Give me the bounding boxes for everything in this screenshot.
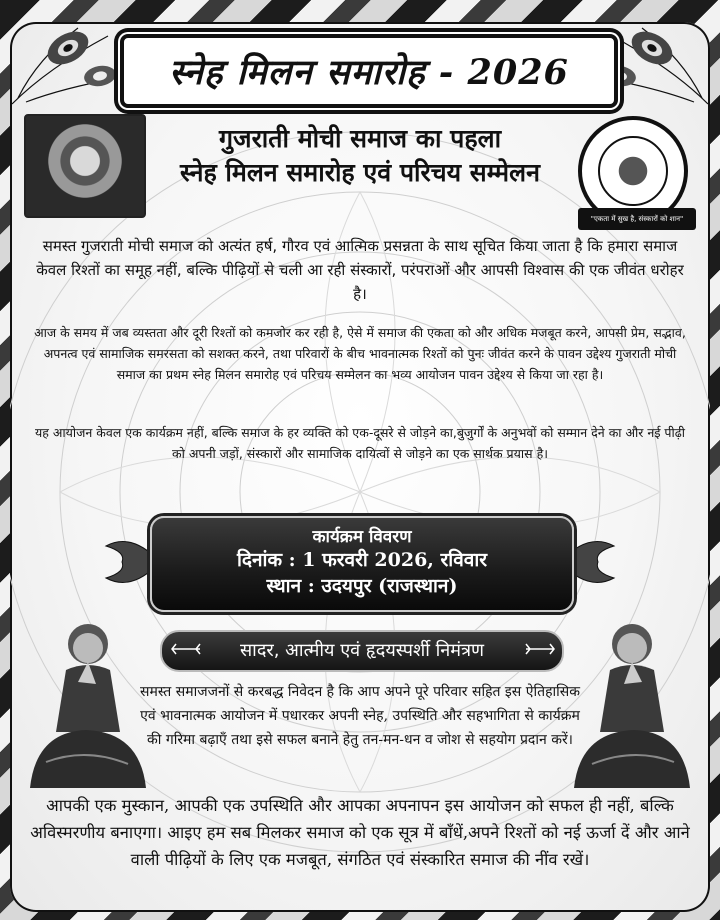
poster-title: स्नेह मिलन समारोह - 2026: [169, 51, 569, 93]
peacock-feather-icon: [10, 22, 123, 108]
event-date: दिनांक : 1 फरवरी 2026, रविवार: [236, 549, 488, 571]
title-banner: [120, 34, 618, 108]
meaning-paragraph: यह आयोजन केवल एक कार्यक्रम नहीं, बल्कि समाज के हर व्यक्ति को एक-दूसरे से जोड़ने का,बुजुर्गों के अनुभवों को सम्मान देने का और नई पीढ़ी को अपनी जड़ों, संस्कारों और सामाजिक दायित्वों से जोड़ने का एक सार्थक प्रयास है।: [34, 425, 686, 461]
logo-emblem: [598, 136, 668, 206]
invitation-ribbon: [160, 630, 564, 672]
logo-motto: "एकता में सुख है, संस्कारों को शान": [578, 208, 696, 230]
main-title-line-2: स्नेह मिलन समारोह एवं परिचय सम्मेलन: [180, 158, 540, 187]
arrow-ornament-icon: [170, 641, 204, 657]
event-main-title: [140, 122, 580, 190]
event-details-heading: कार्यक्रम विवरण: [312, 527, 412, 547]
invitation-request: समस्त समाजजनों से करबद्ध निवेदन है कि आप अपने पूरे परिवार सहित इस ऐतिहासिक एवं भावनात्मक आयोजन में पधारकर अपनी स्नेह, उपस्थिति और सहभागिता से कार्यक्रम की गरिमा बढ़ाएँ तथा इसे सफल बनाने हेतु तन-मन-धन व जोश से सहयोग प्रदान करें।: [140, 684, 580, 748]
event-venue: स्थान : उदयपुर (राजस्थान): [266, 575, 458, 597]
closing-message: आपकी एक मुस्कान, आपकी एक उपस्थिति और आपका अपनापन इस आयोजन को सफल ही नहीं, बल्कि अविस्मरणीय बनाएगा। आइए हम सब मिलकर समाज को एक सूत्र में बाँधें,अपने रिश्तों को नई ऊर्जा दें और आने वाली पीढ़ियों के लिए एक मजबूत, संगठित एवं संस्कारित समाज की नींव रखें।: [30, 796, 690, 869]
poster-card: [10, 22, 710, 912]
purpose-paragraph: आज के समय में जब व्यस्तता और दूरी रिश्तों को कमजोर कर रही है, ऐसे में समाज की एकता को और अधिक मजबूत करने, आपसी प्रेम, सद्भाव, अपनत्व एवं सामाजिक समरसता को सशक्त करने, तथा परिवारों के बीच भावनात्मक रिश्तों को पुनः जीवंत करने के पावन उद्देश्य गुजराती मोची समाज का प्रथम स्नेह मिलन समारोह एवं परिचय सम्मेलन का भव्य आयोजन पावन उद्देश्य से किया जा रहा है।: [34, 325, 686, 382]
deity-image: [24, 114, 146, 218]
intro-paragraph: समस्त गुजराती मोची समाज को अत्यंत हर्ष, गौरव एवं आत्मिक प्रसन्नता के साथ सूचित किया जाता है कि हमारा समाज केवल रिश्तों का समूह नहीं, बल्कि पीढ़ियों से चली आ रही संस्कारों, परंपराओं और आपसी विश्वास की एक जीवंत धरोहर है।: [36, 237, 684, 303]
main-title-line-1: गुजराती मोची समाज का पहला: [218, 124, 502, 153]
praying-woman-illustration: [16, 612, 156, 792]
arrow-ornament-icon: [522, 641, 556, 657]
event-details-plaque: [150, 516, 574, 612]
invitation-heading: सादर, आत्मीय एवं हृदयस्पर्शी निमंत्रण: [239, 640, 485, 661]
praying-woman-illustration: [564, 612, 704, 792]
